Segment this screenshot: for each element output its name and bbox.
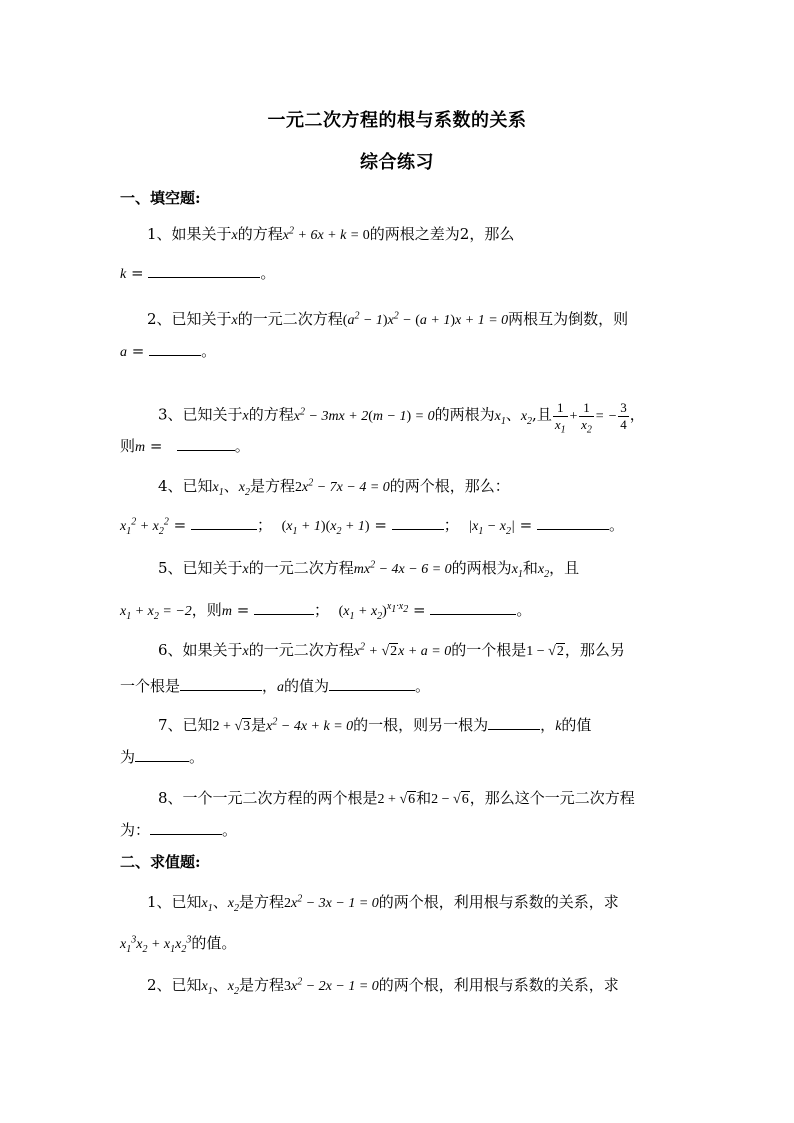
answer-blank[interactable] (177, 436, 235, 451)
answer-blank[interactable] (191, 515, 257, 530)
answer-blank[interactable] (148, 263, 260, 278)
question-6-line-2: 一个根是 ，a的值为 。 (120, 677, 431, 695)
answer-blank[interactable] (149, 341, 201, 356)
answer-blank[interactable] (180, 676, 262, 691)
page-subtitle: 综合练习 (360, 152, 434, 173)
answer-blank[interactable] (488, 715, 540, 730)
answer-blank[interactable] (329, 676, 415, 691)
question-3-line-1: 3、已知关于x的方程$x^2 - 3mx + 2(m - 1) = 0$的两根为$x_1$、$x_2$,且 $\frac{1}{x_1}$ + $\frac{1}{x_2}$ = − $\frac{3}{4}$ ， (158, 400, 645, 436)
question-4-line-2: $x_1^2 + x_2^2$ = ； $(x_1 + 1)(x_2 + 1)$ = ； $|x_1 - x_2|$ = 。 (120, 516, 624, 537)
answer-blank[interactable] (150, 820, 222, 835)
answer-blank[interactable] (537, 515, 609, 530)
question-1-line-1: 1、如果关于x的方程$x^2 + 6x + k = 0$的两根之差为2，那么 (147, 225, 515, 243)
answer-blank[interactable] (254, 600, 314, 615)
answer-blank[interactable] (392, 515, 444, 530)
question-2-line-2: a = 。 (120, 342, 217, 360)
page-title: 一元二次方程的根与系数的关系 (267, 110, 527, 131)
question-5-line-2: $x_1 + x_2 = -2$，则m = ； $(x_1 + x_2)^{x_1\cdot x_2}$ = 。 (120, 601, 532, 622)
question-8-line-2: 为： 。 (120, 821, 238, 839)
section-evaluate: 二、求值题: (120, 853, 201, 871)
evaluate-1-line-2: $x_1^3x_2 + x_1x_2^3$的值。 (120, 934, 237, 955)
question-6-line-1: 6、如果关于x的一元二次方程$x^2 + √2x + a = 0$的一个根是1 − √2，那么另 (158, 641, 625, 659)
evaluate-2-line-1: 2、已知$x_1$、$x_2$是方程$3x^2 - 2x - 1 = 0$的两个根，利用根与系数的关系，求 (147, 976, 619, 997)
evaluate-1-line-1: 1、已知$x_1$、$x_2$是方程$2x^2 - 3x - 1 = 0$的两个根，利用根与系数的关系，求 (147, 893, 619, 914)
question-7-line-2: 为 。 (120, 748, 205, 766)
section-fill-blank: 一、填空题: (120, 189, 201, 207)
question-5-line-1: 5、已知关于x的一元二次方程$mx^2 - 4x - 6 = 0$的两根为$x_1$和$x_2$，且 (158, 559, 580, 580)
answer-blank[interactable] (135, 747, 189, 762)
question-4-line-1: 4、已知$x_1$、$x_2$是方程$2x^2 - 7x - 4 = 0$的两个根，那么： (158, 477, 510, 498)
question-1-line-2: k = 。 (120, 264, 276, 282)
question-2-line-1: 2、已知关于x的一元二次方程$(a^2 - 1)x^2 - (a + 1)x + 1 = 0$两根互为倒数，则 (147, 310, 629, 328)
answer-blank[interactable] (430, 600, 516, 615)
question-8-line-1: 8、一个一元二次方程的两个根是2 + √6和2 − √6，那么这个一元二次方程 (158, 789, 635, 807)
question-3-line-2: 则m = 。 (120, 437, 250, 455)
question-7-line-1: 7、已知2 + √3是$x^2 - 4x + k = 0$的一根，则另一根为 ，k的值 (158, 716, 592, 734)
